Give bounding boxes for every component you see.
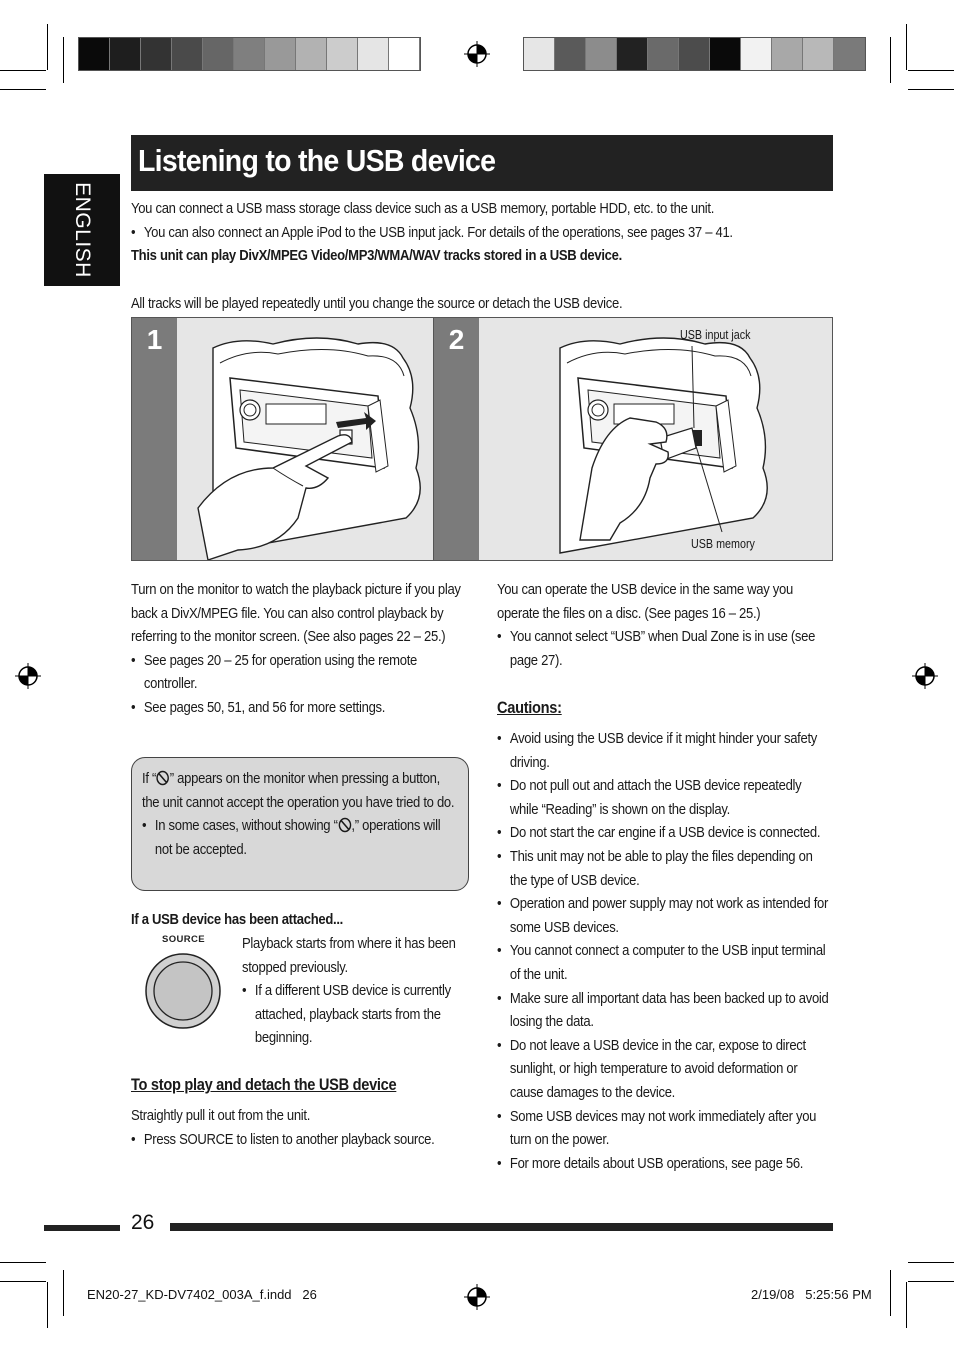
- crop-mark: [47, 1282, 48, 1328]
- caution-item: • For more details about USB operations, see page 56.: [497, 1152, 832, 1176]
- color-swatch: [586, 38, 617, 70]
- crop-mark: [890, 1270, 891, 1316]
- left-column-intro: [131, 578, 466, 720]
- crop-mark: [906, 1282, 907, 1328]
- crop-mark: [0, 1281, 46, 1282]
- list-item: • See pages 20 – 25 for operation using the remote controller.: [131, 649, 466, 696]
- crop-mark: [47, 24, 48, 70]
- color-swatch: [234, 38, 265, 70]
- intro-bold-line: This unit can play DivX/MPEG Video/MP3/WMA/WAV tracks stored in a USB device.: [131, 247, 622, 265]
- color-swatch: [524, 38, 555, 70]
- caution-item: • You cannot connect a computer to the USB input terminal of the unit.: [497, 939, 832, 986]
- usb-connection-figure: [131, 317, 833, 561]
- repeat-note: All tracks will be played repeatedly until you change the source or detach the USB device.: [131, 295, 623, 312]
- color-swatch: [79, 38, 110, 70]
- caution-item: • Make sure all important data has been backed up to avoid losing the data.: [497, 987, 832, 1034]
- color-swatch: [803, 38, 834, 70]
- caution-item: • This unit may not be able to play the files depending on the type of USB device.: [497, 845, 832, 892]
- caution-item: • Do not leave a USB device in the car, expose to direct sunlight, or high temperature to avoid deformation or cause damages to the device.: [497, 1034, 832, 1105]
- operate-paragraph: You can operate the USB device in the same way you operate the files on a disc. (See pages 16 – 25.): [497, 581, 793, 622]
- page-title: Listening to the USB device: [138, 143, 496, 178]
- list-item: • Press SOURCE to listen to another playback source.: [131, 1128, 475, 1152]
- color-swatch: [265, 38, 296, 70]
- stop-paragraph: Straightly pull it out from the unit.: [131, 1107, 311, 1124]
- step-number: 1: [146, 324, 163, 355]
- intro-text: [131, 197, 836, 268]
- attached-text: [242, 932, 474, 1050]
- source-button-label: SOURCE: [162, 934, 206, 945]
- source-button-illustration: [144, 934, 224, 1034]
- color-swatch: [141, 38, 172, 70]
- attached-paragraph: Playback starts from where it has been stopped previously.: [242, 935, 456, 976]
- caution-item: • Do not pull out and attach the USB device repeatedly while “Reading” is shown on the display.: [497, 774, 832, 821]
- color-swatch: [555, 38, 586, 70]
- caution-item: • Avoid using the USB device if it might hinder your safety driving.: [497, 727, 832, 774]
- usb-memory-label: USB memory: [691, 537, 755, 551]
- color-swatch: [648, 38, 679, 70]
- registration-mark-icon: [464, 41, 490, 67]
- crop-mark: [908, 1262, 954, 1263]
- page-title-bar: [131, 135, 833, 191]
- caution-item: • Some USB devices may not work immediately after you turn on the power.: [497, 1105, 832, 1152]
- crop-mark: [0, 70, 46, 71]
- language-tab-label: ENGLISH: [71, 182, 94, 278]
- crop-mark: [0, 1262, 46, 1263]
- right-column-intro: [497, 578, 832, 672]
- color-swatch: [358, 38, 389, 70]
- color-swatch: [203, 38, 234, 70]
- color-swatch: [296, 38, 327, 70]
- color-swatch: [617, 38, 648, 70]
- color-swatch: [389, 38, 420, 70]
- registration-mark-icon: [464, 1284, 490, 1310]
- print-slug-file: EN20-27_KD-DV7402_003A_f.indd 26: [87, 1287, 317, 1302]
- color-calibration-bar-left: [78, 37, 421, 71]
- color-swatch: [710, 38, 741, 70]
- color-swatch: [172, 38, 203, 70]
- caution-item: • Operation and power supply may not work as intended for some USB devices.: [497, 892, 832, 939]
- crop-mark: [63, 1270, 64, 1316]
- caution-item: • Do not start the car engine if a USB device is connected.: [497, 821, 832, 845]
- crop-mark: [908, 1281, 954, 1282]
- cautions-list: [497, 727, 832, 1175]
- color-swatch: [110, 38, 141, 70]
- color-swatch: [834, 38, 865, 70]
- attached-heading: If a USB device has been attached...: [131, 911, 344, 928]
- intro-bullet: • You can also connect an Apple iPod to the USB input jack. For details of the operations, see pages 37 – 41.: [131, 221, 836, 245]
- step-number: 2: [448, 324, 465, 355]
- crop-mark: [0, 89, 46, 90]
- note-box: [131, 757, 469, 891]
- registration-mark-icon: [15, 663, 41, 689]
- crop-mark: [908, 70, 954, 71]
- color-swatch: [772, 38, 803, 70]
- footer-rule-right: [170, 1223, 833, 1231]
- crop-mark: [908, 89, 954, 90]
- color-calibration-bar-right: [523, 37, 866, 71]
- prohibited-icon: [156, 770, 170, 786]
- registration-mark-icon: [912, 663, 938, 689]
- crop-mark: [63, 37, 64, 83]
- cautions-heading: Cautions:: [497, 698, 562, 717]
- illustration-open-panel: [178, 318, 433, 560]
- list-item: • See pages 50, 51, and 56 for more settings.: [131, 696, 466, 720]
- page-number: 26: [131, 1211, 155, 1234]
- color-swatch: [679, 38, 710, 70]
- stop-text: [131, 1104, 475, 1151]
- step-tab-2: [434, 318, 479, 560]
- illustration-insert-usb: [480, 318, 832, 560]
- note-bullet: • In some cases, without showing “ ,” operations will not be accepted.: [142, 814, 460, 861]
- monitor-paragraph: Turn on the monitor to watch the playback picture if you play back a DivX/MPEG file. You can also control playback by referring to the monitor screen. (See also pages 22 – 25.): [131, 581, 461, 646]
- prohibited-icon: [338, 817, 352, 833]
- stop-heading: To stop play and detach the USB device: [131, 1075, 397, 1094]
- crop-mark: [890, 37, 891, 83]
- print-slug-date: 2/19/08 5:25:56 PM: [751, 1287, 872, 1302]
- intro-line: You can connect a USB mass storage class device such as a USB memory, portable HDD, etc. to the unit.: [131, 200, 715, 217]
- source-knob-icon: [144, 952, 222, 1030]
- color-swatch: [741, 38, 772, 70]
- note-text: [142, 767, 460, 861]
- list-item: • If a different USB device is currently attached, playback starts from the beginning.: [242, 979, 474, 1050]
- footer-rule-left: [44, 1225, 120, 1231]
- crop-mark: [906, 24, 907, 70]
- language-tab: [44, 174, 120, 286]
- usb-input-jack-label: USB input jack: [680, 328, 751, 342]
- color-swatch: [327, 38, 358, 70]
- note-paragraph: If “ ” appears on the monitor when pressing a button, the unit cannot accept the operation you have tried to do.: [142, 770, 455, 811]
- list-item: • You cannot select “USB” when Dual Zone is in use (see page 27).: [497, 625, 832, 672]
- step-tab-1: [132, 318, 177, 560]
